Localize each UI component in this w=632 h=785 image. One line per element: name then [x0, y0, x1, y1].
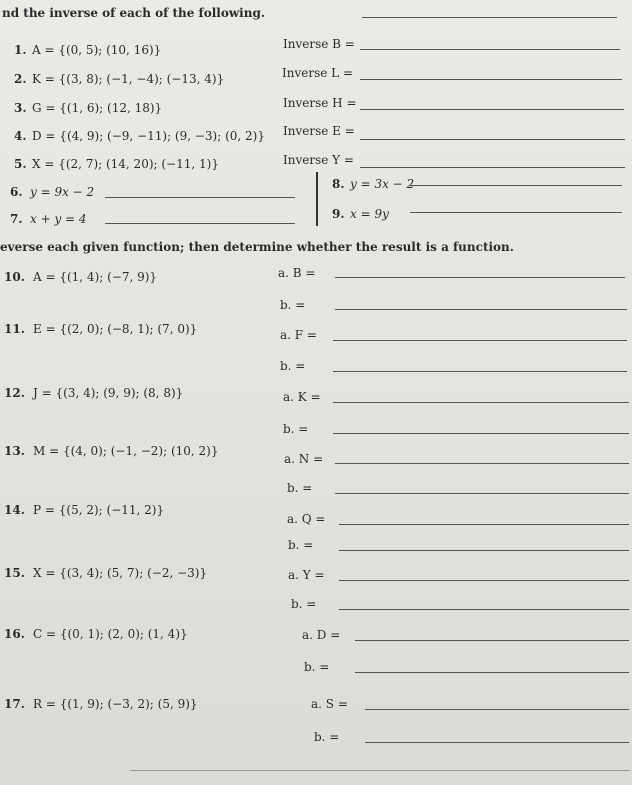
answer-line	[360, 167, 625, 168]
item-number: 5.	[14, 157, 27, 171]
item-number: 9.	[332, 207, 345, 221]
item-number: 15.	[4, 566, 25, 580]
answer-label-a: a. D =	[302, 628, 341, 642]
item-number: 11.	[4, 322, 25, 336]
answer-line	[335, 309, 627, 310]
set-expression: X = {(2, 7); (14, 20); (−11, 1)}	[32, 157, 219, 171]
column-divider	[316, 172, 318, 226]
item-number: 17.	[4, 697, 25, 711]
item-number: 7.	[10, 212, 23, 226]
answer-label-a: a. S =	[311, 697, 348, 711]
equation: x + y = 4	[30, 212, 87, 226]
item-number: 1.	[14, 43, 27, 57]
answer-label: Inverse L =	[282, 66, 353, 80]
answer-line	[105, 223, 295, 224]
answer-label-b: b. =	[304, 660, 330, 674]
answer-line	[105, 197, 295, 198]
answer-label: Inverse B =	[283, 37, 355, 51]
answer-line	[410, 185, 622, 186]
item-number: 2.	[14, 72, 27, 86]
item-number: 16.	[4, 627, 25, 641]
answer-line	[335, 463, 629, 464]
answer-line	[365, 742, 629, 743]
section-2-heading: everse each given function; then determine whether the result is a function.	[0, 240, 514, 254]
item-number: 14.	[4, 503, 25, 517]
answer-line	[333, 402, 629, 403]
answer-line	[333, 433, 629, 434]
answer-line	[360, 109, 624, 110]
answer-label-b: b. =	[291, 597, 317, 611]
answer-label-b: b. =	[283, 422, 309, 436]
equation: x = 9y	[350, 207, 389, 221]
set-expression: E = {(2, 0); (−8, 1); (7, 0)}	[33, 322, 198, 336]
answer-label-b: b. =	[280, 298, 306, 312]
answer-line	[355, 640, 629, 641]
set-expression: X = {(3, 4); (5, 7); (−2, −3)}	[33, 566, 208, 580]
answer-label-a: a. B =	[278, 266, 316, 280]
answer-line	[360, 139, 625, 140]
answer-line	[355, 672, 629, 673]
answer-label-a: a. Y =	[288, 568, 325, 582]
item-number: 10.	[4, 270, 25, 284]
answer-line	[339, 609, 629, 610]
answer-line	[365, 709, 629, 710]
set-expression: A = {(0, 5); (10, 16)}	[32, 43, 162, 57]
answer-line	[339, 550, 629, 551]
answer-line	[410, 212, 622, 213]
answer-line	[335, 493, 629, 494]
answer-line	[360, 79, 622, 80]
item-number: 6.	[10, 185, 23, 199]
item-number: 12.	[4, 386, 25, 400]
answer-label: Inverse E =	[283, 124, 355, 138]
answer-label-a: a. Q =	[287, 512, 326, 526]
answer-label-a: a. K =	[283, 390, 321, 404]
answer-label-b: b. =	[287, 481, 313, 495]
answer-label-b: b. =	[314, 730, 340, 744]
item-number: 13.	[4, 444, 25, 458]
heading-rule	[362, 17, 617, 18]
set-expression: A = {(1, 4); (−7, 9)}	[33, 270, 158, 284]
answer-label-a: a. F =	[280, 328, 317, 342]
answer-line	[333, 340, 627, 341]
set-expression: K = {(3, 8); (−1, −4); (−13, 4)}	[32, 72, 225, 86]
answer-line	[360, 49, 620, 50]
section-1-heading: nd the inverse of each of the following.	[2, 6, 266, 20]
answer-label-b: b. =	[280, 359, 306, 373]
answer-line	[339, 524, 629, 525]
set-expression: P = {(5, 2); (−11, 2)}	[33, 503, 165, 517]
bottom-rule	[130, 770, 630, 771]
answer-line	[335, 277, 625, 278]
answer-label-a: a. N =	[284, 452, 324, 466]
item-number: 8.	[332, 177, 345, 191]
item-number: 3.	[14, 101, 27, 115]
set-expression: M = {(4, 0); (−1, −2); (10, 2)}	[33, 444, 219, 458]
set-expression: C = {(0, 1); (2, 0); (1, 4)}	[33, 627, 188, 641]
set-expression: D = {(4, 9); (−9, −11); (9, −3); (0, 2)}	[32, 129, 265, 143]
equation: y = 3x − 2	[350, 177, 415, 191]
item-number: 4.	[14, 129, 27, 143]
answer-label: Inverse Y =	[283, 153, 354, 167]
answer-label-b: b. =	[288, 538, 314, 552]
answer-line	[333, 371, 627, 372]
answer-line	[339, 580, 629, 581]
set-expression: R = {(1, 9); (−3, 2); (5, 9)}	[33, 697, 198, 711]
set-expression: J = {(3, 4); (9, 9); (8, 8)}	[33, 386, 184, 400]
set-expression: G = {(1, 6); (12, 18)}	[32, 101, 163, 115]
equation: y = 9x − 2	[30, 185, 95, 199]
answer-label: Inverse H =	[283, 96, 357, 110]
